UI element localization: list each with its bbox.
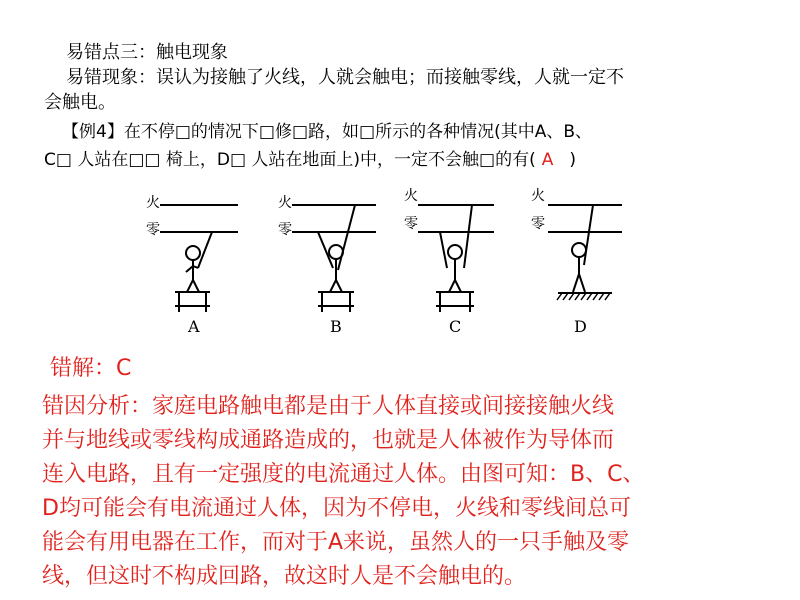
fire-label-b: 火 [278, 195, 292, 211]
panel-d-diagram [548, 205, 622, 300]
section-title: 易错点三：触电现象 [66, 42, 228, 63]
fire-label-c: 火 [404, 188, 418, 204]
fire-label-a: 火 [146, 195, 160, 211]
analysis-paragraph [42, 390, 782, 594]
analysis-line: 错因分析：家庭电路触电都是由于人体直接或间接接触火线 [42, 394, 615, 419]
example-line-2-text: C□ 人站在□□ 椅上，D□ 人站在地面上)中，一定不会触□的有( [44, 150, 536, 170]
zero-label-d: 零 [531, 216, 545, 232]
zero-label-a: 零 [146, 222, 160, 238]
fire-label-d: 火 [531, 188, 545, 204]
panel-label-d: D [574, 317, 587, 336]
panel-a-diagram [160, 205, 238, 312]
analysis-line: D均可能会有电流通过人体，因为不停电，火线和零线间总可 [42, 496, 631, 521]
panel-label-a: A [188, 317, 200, 336]
zero-label-b: 零 [278, 222, 292, 238]
phenomenon-line-1: 易错现象：误认为接触了火线，人就会触电；而接触零线，人就一定不 [66, 67, 624, 88]
zero-label-c: 零 [404, 216, 418, 232]
example-line-1: 【例4】在不停□的情况下□修□路，如□所示的各种情况(其中A、B、 [62, 122, 592, 142]
phenomenon-line-2: 会触电。 [44, 92, 116, 113]
analysis-line: 并与地线或零线构成通路造成的，也就是人体被作为导体而 [42, 428, 615, 453]
panel-b-diagram [292, 205, 376, 312]
panel-label-b: B [330, 317, 342, 336]
panel-label-c: C [449, 317, 462, 336]
example-close-paren: ) [569, 150, 577, 170]
analysis-line: 线，但这时不构成回路，故这时人是不会触电的。 [42, 564, 527, 589]
analysis-line: 能会有用电器在工作，而对于A来说，虽然人的一只手触及零 [42, 530, 630, 555]
analysis-line: 连入电路，且有一定强度的电流通过人体。由图可知：B、C、 [42, 462, 645, 487]
panel-c-diagram [418, 205, 494, 312]
wrong-answer: 错解：C [50, 356, 132, 381]
answer-text: A [541, 150, 554, 170]
